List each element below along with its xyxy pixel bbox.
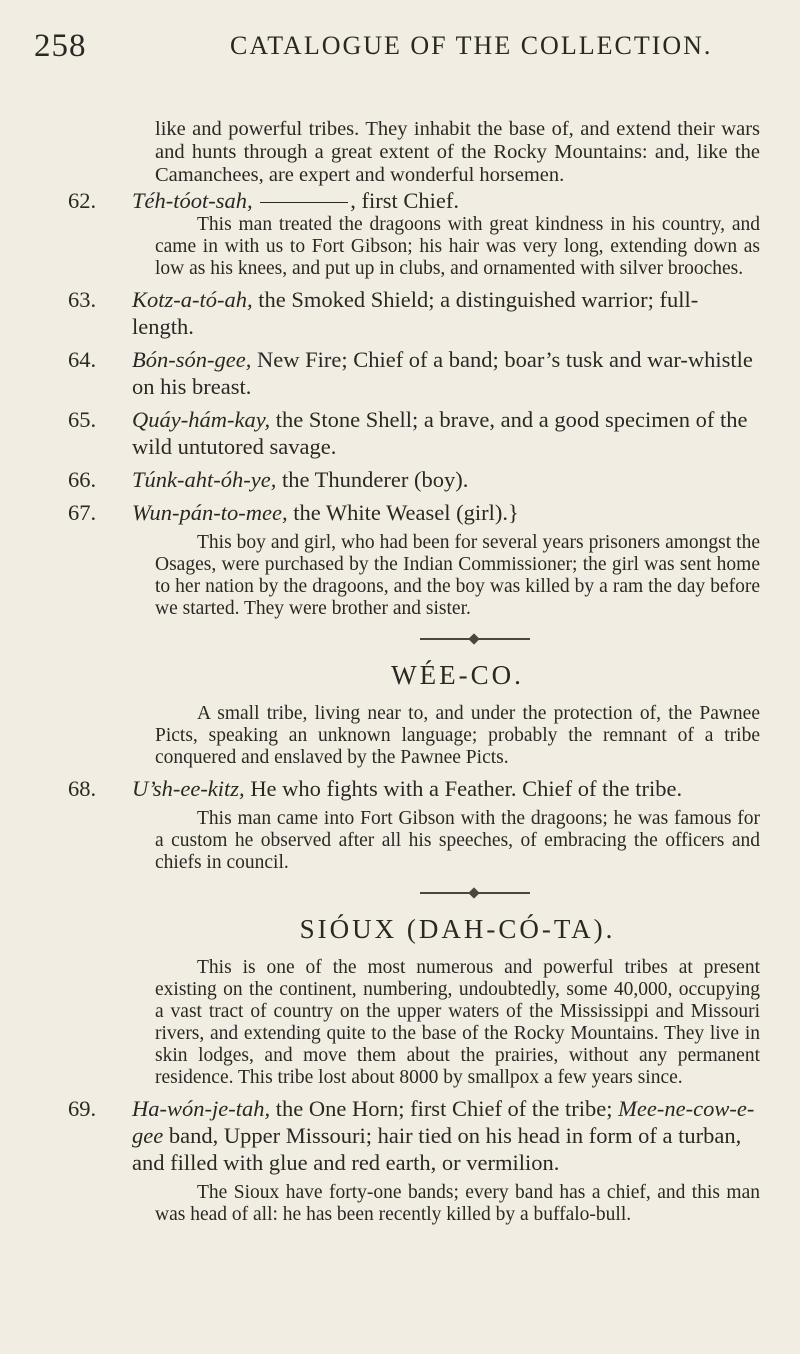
section-intro-sioux: This is one of the most numerous and powerful tribes at present existing on the continent, numbering, undoubtedly, some 40,000, occupying a vast tract of country on the upper waters of the Mississippi and Missouri rivers, and extending quite to the base of the Rocky Mountains. They live in skin lodges, and move them about the prairies, without any permanent residence. This tribe lost about 8000 by smallpox a few years since.	[155, 957, 760, 1088]
catalogue-entry-69	[68, 1095, 760, 1176]
entry-number: 64.	[68, 347, 97, 372]
catalogue-entry-63	[68, 286, 760, 340]
catalogue-entry-67	[68, 499, 760, 526]
entry-description: the Smoked Shield; a distinguished warrior; full-length.	[132, 287, 699, 339]
section-divider	[420, 892, 530, 894]
entry-number: 65.	[68, 407, 97, 432]
section-title-sioux: SIÓUX (DAH-CÓ-TA).	[299, 914, 616, 944]
entry-description: He who fights with a Feather. Chief of the tribe.	[244, 776, 683, 801]
entry-note-62: This man treated the dragoons with great kindness in his country, and came in with us to Fort Gibson; his hair was very long, extending down as low as his knees, and put up in clubs, and ornamented with silver brooches.	[155, 214, 760, 279]
catalogue-entry-62	[68, 187, 760, 214]
entry-name: Téh-tóot-sah,	[132, 188, 253, 213]
running-title: CATALOGUE OF THE COLLECTION.	[230, 31, 713, 60]
entry-number: 66.	[68, 467, 97, 492]
band-name: Mee-ne-cow-e-gee	[132, 1096, 755, 1148]
catalogue-entry-68	[68, 775, 760, 802]
catalogue-entry-66	[68, 466, 760, 493]
entry-number: 63.	[68, 287, 97, 312]
page-number: 258	[34, 28, 87, 64]
section-intro-weeco: A small tribe, living near to, and under the protection of, the Pawnee Picts, speaking an unknown language; probably the remnant of a tribe conquered and enslaved by the Pawnee Picts.	[155, 703, 760, 768]
entry-note-69: The Sioux have forty-one bands; every band has a chief, and this man was head of all: he has been recently killed by a buffalo-bull.	[155, 1182, 760, 1225]
entry-description: New Fire; Chief of a band; boar’s tusk and war-whistle on his breast.	[132, 347, 753, 399]
entry-name: Ha-wón-je-tah,	[132, 1096, 271, 1121]
catalogue-entry-65	[68, 406, 760, 460]
page-body	[0, 118, 800, 1226]
entry-name: Bón-són-gee,	[132, 347, 252, 372]
section-divider	[420, 638, 530, 640]
entry-description: the Thunderer (boy).	[276, 467, 469, 492]
entry-description: the One Horn; first Chief of the tribe;	[270, 1096, 619, 1121]
entry-name: Kotz-a-tó-ah,	[132, 287, 253, 312]
intro-paragraph: like and powerful tribes. They inhabit the base of, and extend their wars and hunts through a great extent of the Rocky Mountains: and, like the Camanchees, are expert and wonderful horsemen.	[155, 118, 760, 186]
catalogue-entry-64	[68, 346, 760, 400]
page-header	[34, 28, 760, 68]
entry-number: 62.	[68, 188, 97, 213]
entry-name: Túnk-aht-óh-ye,	[132, 467, 277, 492]
entry-name: U’sh-ee-kitz,	[132, 776, 245, 801]
entry-note-67: This boy and girl, who had been for several years prisoners amongst the Osages, were purchased by the Indian Commissioner; the girl was sent home to her nation by the dragoons, and the boy was killed by a ram the day before we started. They were brother and sister.	[155, 532, 760, 619]
entry-note-68: This man came into Fort Gibson with the dragoons; he was famous for a custom he observed after all his speeches, of embracing the officers and chiefs in council.	[155, 808, 760, 873]
entry-number: 69.	[68, 1096, 97, 1121]
entry-name: Wun-pán-to-mee,	[132, 500, 288, 525]
entry-description-cont: band, Upper Missouri; hair tied on his head in form of a turban, and filled with glue and red earth, or vermilion.	[132, 1123, 742, 1175]
entry-description: the Stone Shell; a brave, and a good specimen of the wild untutored savage.	[132, 407, 748, 459]
blank-rule	[260, 202, 348, 203]
entry-number: 67.	[68, 500, 97, 525]
entry-description: the White Weasel (girl).}	[287, 500, 519, 525]
entry-number: 68.	[68, 776, 97, 801]
entry-description: , first Chief.	[350, 188, 459, 213]
entry-name: Quáy-hám-kay,	[132, 407, 271, 432]
section-title-weeco: WÉE-CO.	[391, 660, 524, 690]
